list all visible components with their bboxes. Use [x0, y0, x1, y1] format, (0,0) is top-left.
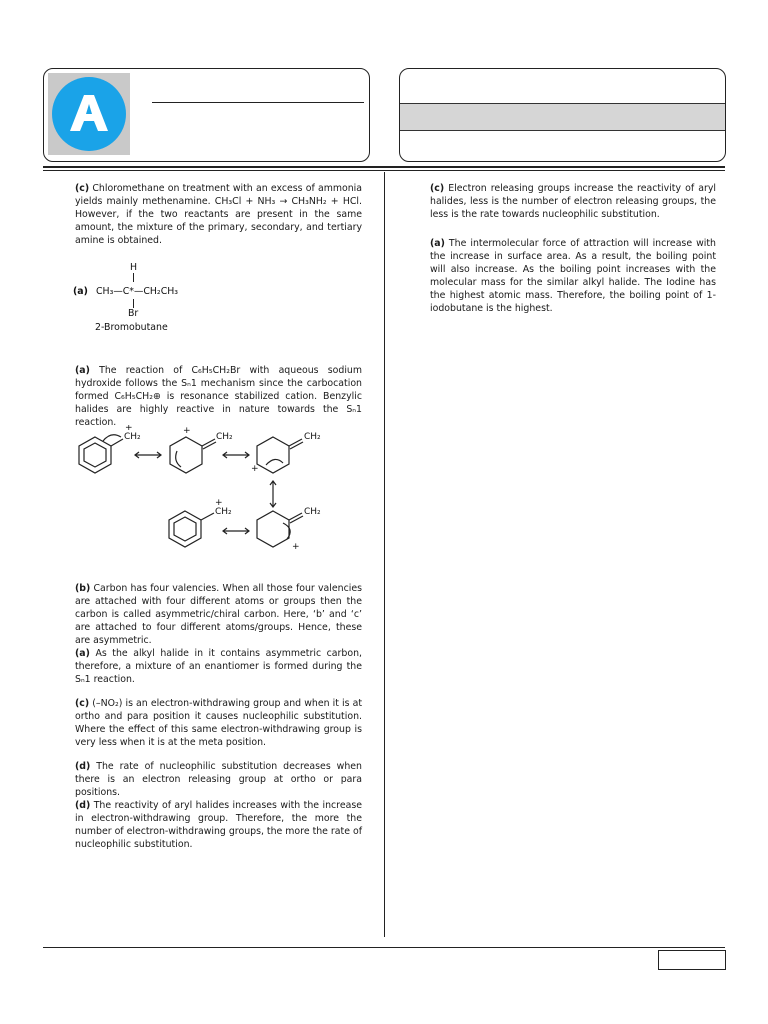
header-title-line — [152, 102, 364, 103]
answer-text: The reactivity of aryl halides increases with the increase in electron-withdrawing group. Therefore, the more the number of electron-withdrawing groups, the more the rate of nucleophilic substitution. — [75, 800, 362, 850]
right-paragraph-2 — [430, 237, 716, 315]
answer-text: (–NO₂) is an electron-withdrawing group and when it is at ortho and para position it causes nucleophilic substitution. Where the effect of this same electron-withdrawing group is very less when it is at the meta position. — [75, 698, 362, 748]
plus-3: + — [251, 464, 259, 474]
left-paragraph-4 — [75, 647, 362, 686]
benzene-ring-3 — [257, 437, 289, 473]
ch2-label-4: CH₂ — [215, 507, 232, 517]
answer-label: (c) — [75, 698, 90, 709]
benzene-ring-1-inner — [84, 443, 106, 467]
benzene-ring-5 — [257, 511, 289, 547]
struct-chain: CH₃—C*—CH₂CH₃ — [96, 286, 179, 297]
structure-2-bromobutane — [73, 262, 243, 340]
header-left-box — [43, 68, 370, 162]
ch2-label-5: CH₂ — [304, 507, 321, 517]
benzyl-resonance-diagram — [73, 425, 363, 555]
answer-text: The rate of nucleophilic substitution decreases when there is an electron releasing group at ortho or para positions. — [75, 761, 362, 798]
answer-text: Carbon has four valencies. When all those four valencies are attached with four different atoms or groups then the carbon is called asymmetric/chiral carbon. Here, ‘b’ and ‘c’ are attached to four different atoms/groups. Hence, these are asymmetric. — [75, 583, 362, 646]
answer-text: The intermolecular force of attraction will increase with the increase in surface area. As a result, the boiling point will also increase. As the boiling point increases with the molecular mass for the similar alkyl halide. The Iodine has the highest atomic mass. Therefore, the boiling point of 1- iodobutane is the highest. — [430, 238, 716, 314]
left-paragraph-3 — [75, 582, 362, 647]
left-paragraph-1 — [75, 182, 362, 247]
ch2-label-2: CH₂ — [216, 432, 233, 442]
answer-label: (d) — [75, 800, 91, 811]
curved-arrow-1 — [103, 435, 121, 441]
bottom-rule — [43, 947, 725, 948]
logo-box — [48, 73, 130, 155]
plus-1: + — [125, 425, 133, 433]
answer-label: (c) — [75, 183, 90, 194]
struct-h: H — [130, 262, 138, 273]
answer-label: (a) — [75, 648, 90, 659]
answer-label: (d) — [75, 761, 91, 772]
plus-5: + — [292, 542, 300, 552]
left-paragraph-7 — [75, 799, 362, 851]
struct-br: Br — [128, 308, 139, 319]
right-paragraph-1 — [430, 182, 716, 221]
answer-label: (a) — [430, 238, 445, 249]
left-paragraph-5 — [75, 697, 362, 749]
header-right-box — [399, 68, 726, 162]
answer-text: Chloromethane on treatment with an excess of ammonia yields mainly methenamine. CH₃Cl + NH₃ → CH₃NH₂ + HCl. However, if the two reactants are present in the same amount, the mixture of the primary, secondary, and tertiary amine is obtained. — [75, 183, 362, 246]
struct-label: (a) — [73, 286, 88, 297]
benzene-ring-2 — [170, 437, 202, 473]
curved-arrow-2 — [176, 451, 181, 467]
page-number-box — [658, 950, 726, 970]
answer-text: Electron releasing groups increase the reactivity of aryl halides, less is the number of electron releasing groups, the less is the rate towards nucleophilic substitution. — [430, 183, 716, 220]
plus-4: + — [215, 498, 223, 508]
answer-text: As the alkyl halide in it contains asymmetric carbon, therefore, a mixture of an enantiomer is formed during the Sₙ1 reaction. — [75, 648, 362, 685]
top-rule-thin — [43, 170, 725, 171]
answer-text: The reaction of C₆H₅CH₂Br with aqueous sodium hydroxide follows the Sₙ1 mechanism since the carbocation formed C₆H₅CH₂⊕ is resonance stabilized cation. Benzylic halides are highly reactive in nature towards the Sₙ1 reaction. — [75, 365, 362, 428]
answer-label: (c) — [430, 183, 445, 194]
answer-label: (a) — [75, 365, 90, 376]
top-rule — [43, 166, 725, 168]
left-paragraph-2 — [75, 364, 362, 429]
curved-arrow-3 — [266, 459, 283, 465]
struct-name: 2-Bromobutane — [95, 322, 168, 333]
left-paragraph-6 — [75, 760, 362, 799]
column-divider — [384, 172, 385, 937]
ch2-label-3: CH₂ — [304, 432, 321, 442]
plus-2: + — [183, 426, 191, 436]
answer-label: (b) — [75, 583, 91, 594]
header-gray-band — [400, 103, 725, 131]
ch2-label-1: CH₂ — [124, 432, 141, 442]
letter-a-logo-icon — [48, 73, 130, 155]
